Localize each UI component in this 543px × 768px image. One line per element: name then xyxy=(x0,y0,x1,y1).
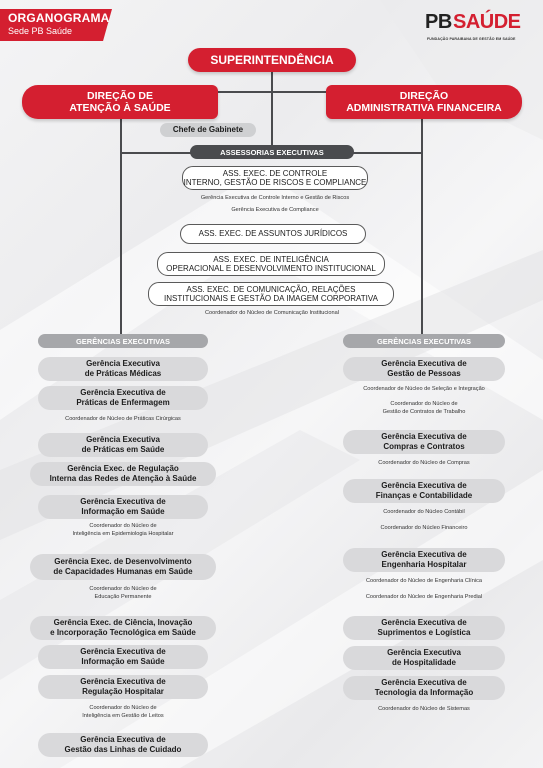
note-epidemiologia: Coordenador do Núcleo de Inteligência em Epidemiologia Hospitalar xyxy=(72,523,174,538)
logo-pb-text: PB xyxy=(425,11,452,33)
connector-line xyxy=(120,118,122,336)
right-gerencias-header: GERÊNCIAS EXECUTIVAS xyxy=(343,334,505,348)
superintendencia-node: SUPERINTENDÊNCIA xyxy=(188,48,356,72)
direcao-adm-node: DIREÇÃO ADMINISTRATIVA FINANCEIRA xyxy=(326,85,522,119)
left-gerencia-enfermagem: Gerência Executiva de Práticas de Enfermagem xyxy=(38,386,208,410)
note-financeiro: Coordenador do Núcleo Financeiro xyxy=(380,525,468,531)
logo-saude-text: SAÚDE xyxy=(453,11,521,33)
note-selecao-integracao: Coordenador de Núcleo de Seleção e Integração xyxy=(363,386,485,392)
note-engenharia-clinica: Coordenador do Núcleo de Engenharia Clínica xyxy=(366,578,482,584)
left-gerencia-capacidades: Gerência Exec. de Desenvolvimento de Capacidades Humanas em Saúde xyxy=(30,554,216,580)
note-engenharia-predial: Coordenador do Núcleo de Engenharia Predial xyxy=(365,594,483,600)
left-gerencia-regulacao-hospitalar: Gerência Executiva de Regulação Hospitalar xyxy=(38,675,208,699)
note-comunicacao: Coordenador do Núcleo de Comunicação Institucional xyxy=(204,310,340,316)
right-gerencia-suprimentos: Gerência Executiva de Suprimentos e Logística xyxy=(343,616,505,640)
note-contratos-trabalho: Coordenador do Núcleo de Gestão de Contratos de Trabalho xyxy=(382,401,466,416)
right-gerencia-compras: Gerência Executiva de Compras e Contratos xyxy=(343,430,505,454)
left-gerencia-regulacao-interna: Gerência Exec. de Regulação Interna das Redes de Atenção à Saúde xyxy=(30,462,216,486)
right-gerencia-ti: Gerência Executiva de Tecnologia da Informação xyxy=(343,676,505,700)
note-gestao-leitos: Coordenador do Núcleo de Inteligência em Gestão de Leitos xyxy=(82,705,164,720)
note-controle-interno: Gerência Executiva de Controle Interno e Gestão de Riscos xyxy=(200,195,350,201)
right-gerencia-financas: Gerência Executiva de Finanças e Contabilidade xyxy=(343,479,505,503)
left-gerencia-praticas-saude: Gerência Executiva de Práticas em Saúde xyxy=(38,433,208,457)
note-sistemas: Coordenador do Núcleo de Sistemas xyxy=(378,706,470,712)
logo-tagline: FUNDAÇÃO PARAIBANA DE GESTÃO EM SAÚDE xyxy=(427,37,516,41)
connector-line xyxy=(271,72,273,148)
note-educacao-permanente: Coordenador do Núcleo de Educação Permanente xyxy=(89,586,157,601)
direcao-atencao-node: DIREÇÃO DE ATENÇÃO À SAÚDE xyxy=(22,85,218,119)
right-gerencia-engenharia: Gerência Executiva de Engenharia Hospitalar xyxy=(343,548,505,572)
assessoria-inteligencia-box: ASS. EXEC. DE INTELIGÊNCIA OPERACIONAL E DESENVOLVIMENTO INSTITUCIONAL xyxy=(157,252,385,276)
assessoria-comunicacao-box: ASS. EXEC. DE COMUNICAÇÃO, RELAÇÕES INSTITUCIONAIS E GESTÃO DA IMAGEM CORPORATIVA xyxy=(148,282,394,306)
left-gerencia-praticas-medicas: Gerência Executiva de Práticas Médicas xyxy=(38,357,208,381)
left-gerencia-informacao-2: Gerência Executiva de Informação em Saúde xyxy=(38,645,208,669)
page-subtitle: Sede PB Saúde xyxy=(8,26,73,36)
note-compras: Coordenador do Núcleo de Compras xyxy=(378,460,470,466)
assessoria-controle-box: ASS. EXEC. DE CONTROLE INTERNO, GESTÃO DE RISCOS E COMPLIANCE xyxy=(182,166,368,190)
connector-line xyxy=(421,118,423,336)
page-title: ORGANOGRAMA xyxy=(8,11,110,25)
note-praticas-cirurgicas: Coordenador de Núcleo de Práticas Cirúrgicas xyxy=(65,416,181,422)
left-gerencia-ciencia-inovacao: Gerência Exec. de Ciência, Inovação e Incorporação Tecnológica em Saúde xyxy=(30,616,216,640)
right-gerencia-pessoas: Gerência Executiva de Gestão de Pessoas xyxy=(343,357,505,381)
assessoria-juridicos-box: ASS. EXEC. DE ASSUNTOS JURÍDICOS xyxy=(180,224,366,244)
assessorias-header: ASSESSORIAS EXECUTIVAS xyxy=(190,145,354,159)
left-gerencias-header: GERÊNCIAS EXECUTIVAS xyxy=(38,334,208,348)
right-gerencia-hospitalidade: Gerência Executiva de Hospitalidade xyxy=(343,646,505,670)
chefe-gabinete-node: Chefe de Gabinete xyxy=(160,123,256,137)
left-gerencia-linhas-cuidado: Gerência Executiva de Gestão das Linhas de Cuidado xyxy=(38,733,208,757)
left-gerencia-informacao-1: Gerência Executiva de Informação em Saúde xyxy=(38,495,208,519)
note-contabil: Coordenador do Núcleo Contábil xyxy=(383,509,465,515)
note-compliance: Gerência Executiva de Compliance xyxy=(231,207,319,213)
